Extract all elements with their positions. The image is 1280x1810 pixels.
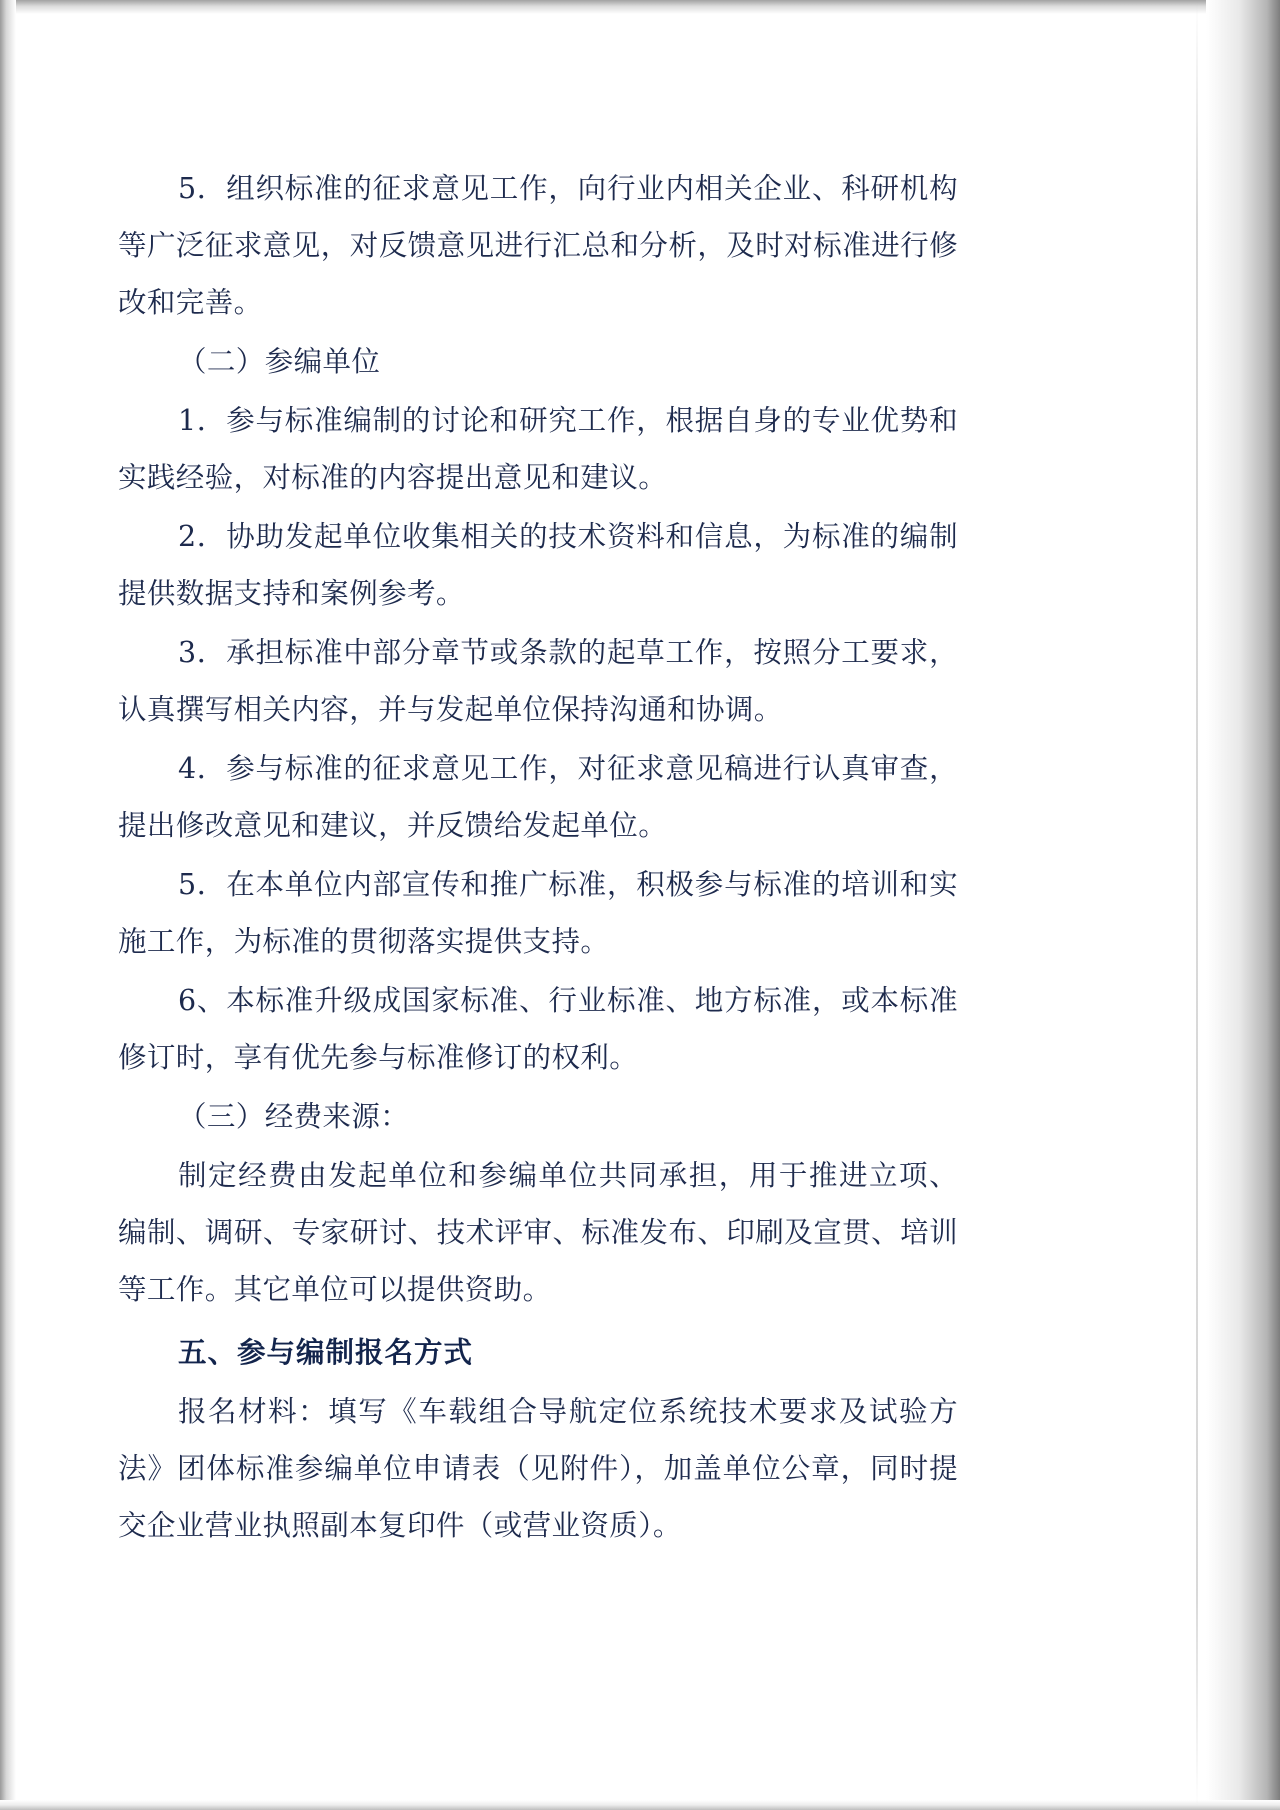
page-edge-top xyxy=(0,0,1280,14)
paragraph-co-editor-4: 4．参与标准的征求意见工作，对征求意见稿进行认真审查，提出修改意见和建议，并反馈给发起单位。 xyxy=(118,752,958,842)
paragraph-co-editor-6: 6、本标准升级成国家标准、行业标准、地方标准，或本标准修订时，享有优先参与标准修订的权利。 xyxy=(118,984,958,1074)
section-heading-two: （二）参编单位 xyxy=(178,345,381,378)
paragraph-item-5: 5．组织标准的征求意见工作，向行业内相关企业、科研机构等广泛征求意见，对反馈意见进行汇总和分析，及时对标准进行修改和完善。 xyxy=(118,172,958,319)
paragraph-registration-materials: 报名材料：填写《车载组合导航定位系统技术要求及试验方法》团体标准参编单位申请表（见附件），加盖单位公章，同时提交企业营业执照副本复印件（或营业资质）。 xyxy=(118,1395,958,1542)
paragraph-co-editor-5: 5．在本单位内部宣传和推广标准，积极参与标准的培训和实施工作，为标准的贯彻落实提供支持。 xyxy=(118,868,958,958)
paragraph-co-editor-3: 3．承担标准中部分章节或条款的起草工作，按照分工要求，认真撰写相关内容，并与发起单位保持沟通和协调。 xyxy=(118,636,958,726)
section-heading-three: （三）经费来源： xyxy=(178,1100,410,1133)
paragraph-funding-source: 制定经费由发起单位和参编单位共同承担，用于推进立项、编制、调研、专家研讨、技术评审、标准发布、印刷及宣贯、培训等工作。其它单位可以提供资助。 xyxy=(118,1159,958,1306)
page-edge-right xyxy=(1206,0,1280,1810)
paragraph-co-editor-1: 1．参与标准编制的讨论和研究工作，根据自身的专业优势和实践经验，对标准的内容提出意见和建议。 xyxy=(118,404,958,494)
page-fold-line xyxy=(1196,0,1198,1810)
heading-five-registration: 五、参与编制报名方式 xyxy=(178,1335,474,1369)
document-body xyxy=(118,160,958,1556)
page-edge-bottom xyxy=(0,1800,1280,1810)
paragraph-co-editor-2: 2．协助发起单位收集相关的技术资料和信息，为标准的编制提供数据支持和案例参考。 xyxy=(118,520,958,610)
page-edge-left xyxy=(0,0,16,1810)
